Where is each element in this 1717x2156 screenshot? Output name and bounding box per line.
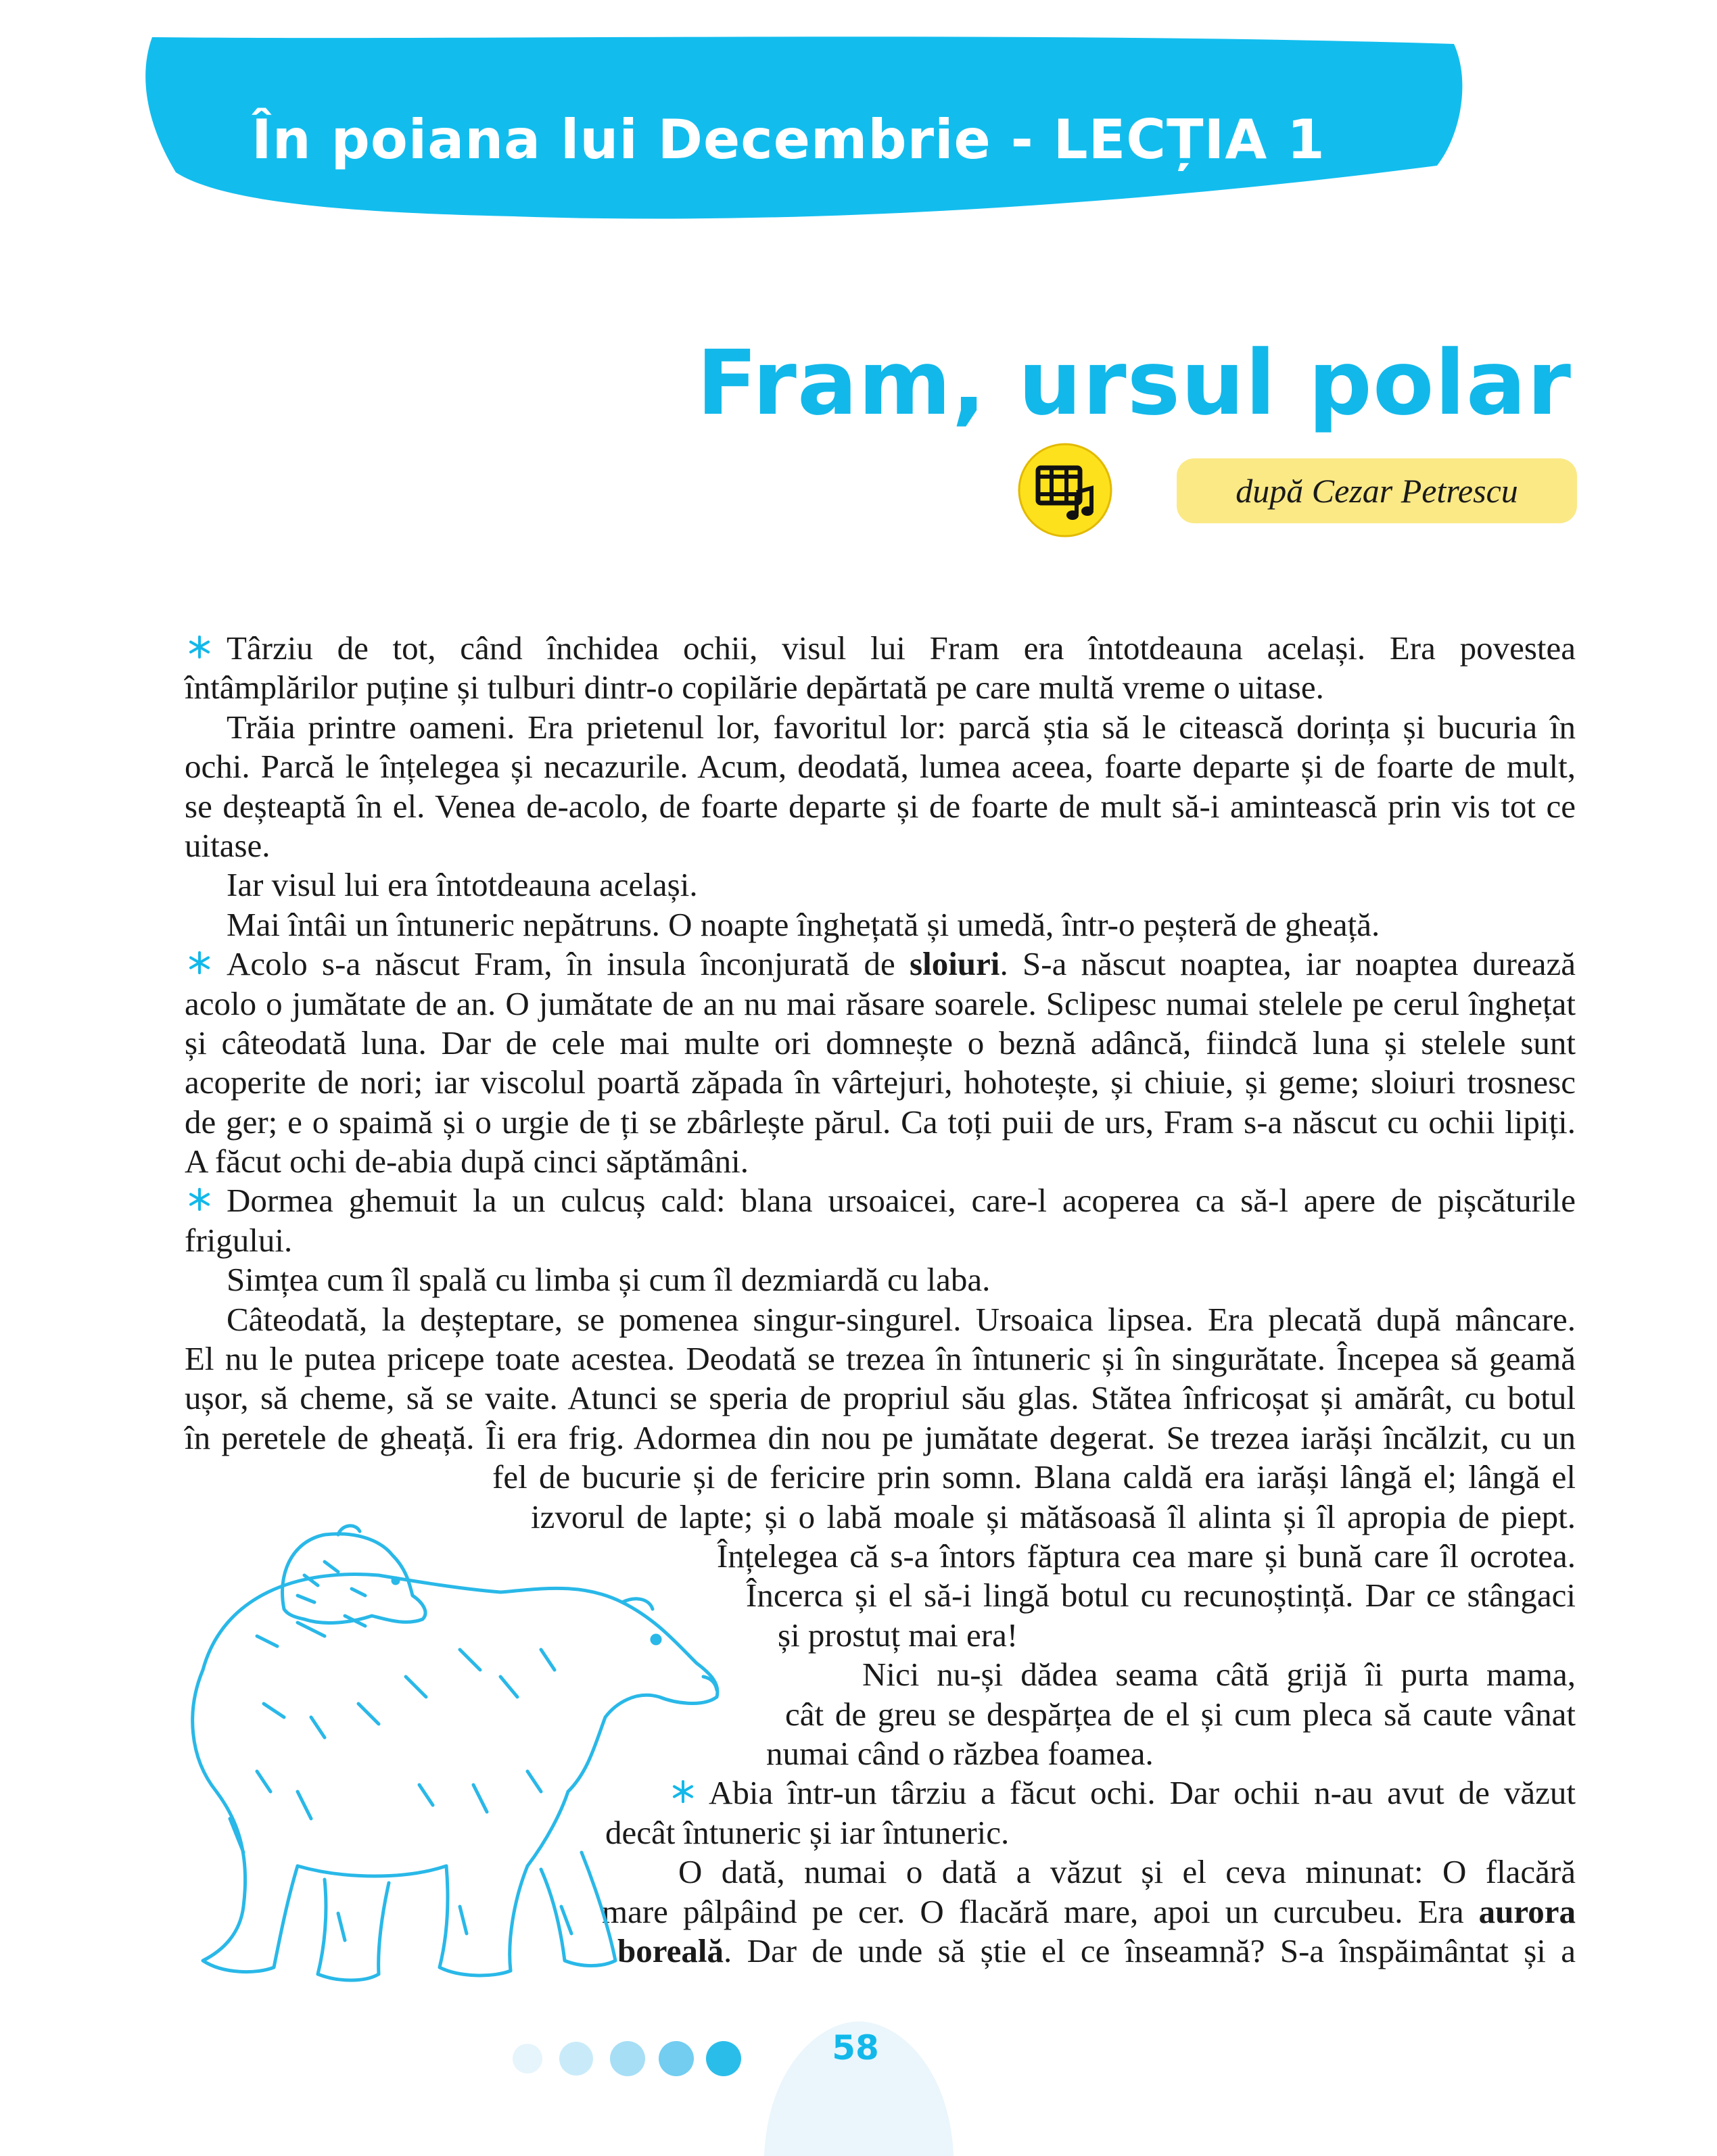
text-line: boreală. Dar de unde să știe el ce înseamnă? S-a înspăimântat și a <box>617 1932 1576 1969</box>
glossary-term: boreală <box>617 1932 724 1969</box>
text-line: și prostuț mai era! <box>778 1616 1018 1654</box>
text-line: acolo o jumătate de an. O jumătate de an nu mai răsare soarele. Sclipesc numai stelele pe cerul înghețat <box>185 984 1576 1022</box>
text-line: Abia într-un târziu a făcut ochi. Dar ochii n-au avut de văzut <box>185 1773 1576 1813</box>
snowflake-icon <box>188 636 211 658</box>
text-line: El nu le putea pricepe toate acestea. Deodată se trezea în întuneric și în singurătate. Începea să geamă <box>185 1340 1576 1378</box>
text-line: cât de greu se despărțea de el și cum pleca să caute vânat <box>785 1695 1576 1733</box>
text-line: numai când o răzbea foamea. <box>766 1734 1154 1772</box>
lesson-title: În poiana lui Decembrie - LECȚIA 1 <box>252 108 1325 171</box>
snowflake-icon <box>188 951 211 974</box>
text-line: Încerca și el să-i lingă botul cu recunoștință. Dar ce stângaci <box>746 1577 1576 1614</box>
text-line: Câteodată, la deșteptare, se pomenea singur-singurel. Ursoaica lipsea. Era plecată după mâncare. <box>227 1300 1576 1338</box>
text-line: și câteodată luna. Dar de cele mai multe ori domnește o beznă adâncă, fiindcă luna și stelele sunt <box>185 1024 1576 1061</box>
text-line: acoperite de nori; iar viscolul poartă zăpada în vârtejuri, hohotește, și chiuie, și geme; sloiuri trosnesc <box>185 1063 1576 1101</box>
text-line: O dată, numai o dată a văzut și el ceva minunat: O flacără <box>678 1853 1576 1891</box>
text-line: Târziu de tot, când închidea ochii, visul lui Fram era întotdeauna același. Era povestea <box>185 629 1576 668</box>
text-line: întâmplărilor puține și tulburi dintr-o copilărie depărtată pe care multă vreme o uitase. <box>185 669 1324 706</box>
snowflake-icon <box>188 1188 211 1211</box>
text-line: Simțea cum îl spală cu limba și cum îl dezmiardă cu laba. <box>227 1261 991 1299</box>
text-line: Mai întâi un întuneric nepătruns. O noapte înghețată și umedă, într-o peșteră de gheață. <box>227 905 1380 943</box>
glossary-term: aurora <box>1478 1892 1576 1930</box>
text-line: Nici nu-și dădea seama câtă grijă îi purta mama, <box>862 1656 1576 1694</box>
polar-bear-illustration <box>122 1501 751 2001</box>
text-line: Trăia printre oameni. Era prietenul lor, favoritul lor: parcă știa să le citească dorința și bucuria în <box>227 708 1576 746</box>
text-line: Iar visul lui era întotdeauna același. <box>227 866 698 904</box>
author-name: după Cezar Petrescu <box>1236 472 1518 510</box>
text-line: Acolo s-a născut Fram, în insula înconjurată de sloiuri. S-a născut noaptea, iar noaptea durează <box>185 944 1576 984</box>
text-line: ochi. Parcă le înțelegea și necazurile. Acum, deodată, lumea aceea, foarte departe și de foarte de mult, <box>185 748 1576 786</box>
text-line: ușor, să cheme, să se vaite. Atunci se speria de propriul său glas. Stătea înfricoșat și amărât, cu botul <box>185 1379 1576 1417</box>
film-music-icon[interactable] <box>1014 439 1116 541</box>
page-footer <box>0 1994 1717 2156</box>
author-badge <box>1177 458 1577 523</box>
page-number: 58 <box>832 2028 879 2067</box>
text-line: izvorul de lapte; și o labă moale și mătăsoasă îl alinta și îl apropia de piept. <box>531 1498 1576 1535</box>
text-line: de ger; e o spaimă și o urgie de ți se zbârlește părul. Ca toți puii de urs, Fram s-a născut cu ochii lipiți. <box>185 1103 1576 1141</box>
story-title: Fram, ursul polar <box>697 331 1572 435</box>
text-line: mare pâlpâind pe cer. O flacără mare, apoi un curcubeu. Era aurora <box>602 1892 1576 1930</box>
glossary-term: sloiuri <box>910 945 1000 983</box>
text-line: Înțelegea că s-a întors făptura cea mare și bună care îl ocrotea. <box>717 1537 1576 1575</box>
text-line: se deșteaptă în el. Venea de-acolo, de foarte departe și de foarte de mult să-i amintească prin vis tot ce <box>185 787 1576 825</box>
text-line: în peretele de gheață. Îi era frig. Adormea din nou pe jumătate degerat. Se trezea iarăși încălzit, cu un <box>185 1418 1576 1456</box>
text-line: Dormea ghemuit la un culcuș cald: blana ursoaicei, care-l acoperea ca să-l apere de pișcăturile <box>185 1181 1576 1220</box>
text-line: uitase. <box>185 826 271 864</box>
text-line: A făcut ochi de-abia după cinci săptămâni. <box>185 1143 749 1180</box>
text-line: decât întuneric și iar întuneric. <box>605 1813 1010 1851</box>
text-line: frigului. <box>185 1221 293 1259</box>
text-line: fel de bucurie și de fericire prin somn. Blana caldă era iarăși lângă el; lângă el <box>492 1458 1576 1496</box>
